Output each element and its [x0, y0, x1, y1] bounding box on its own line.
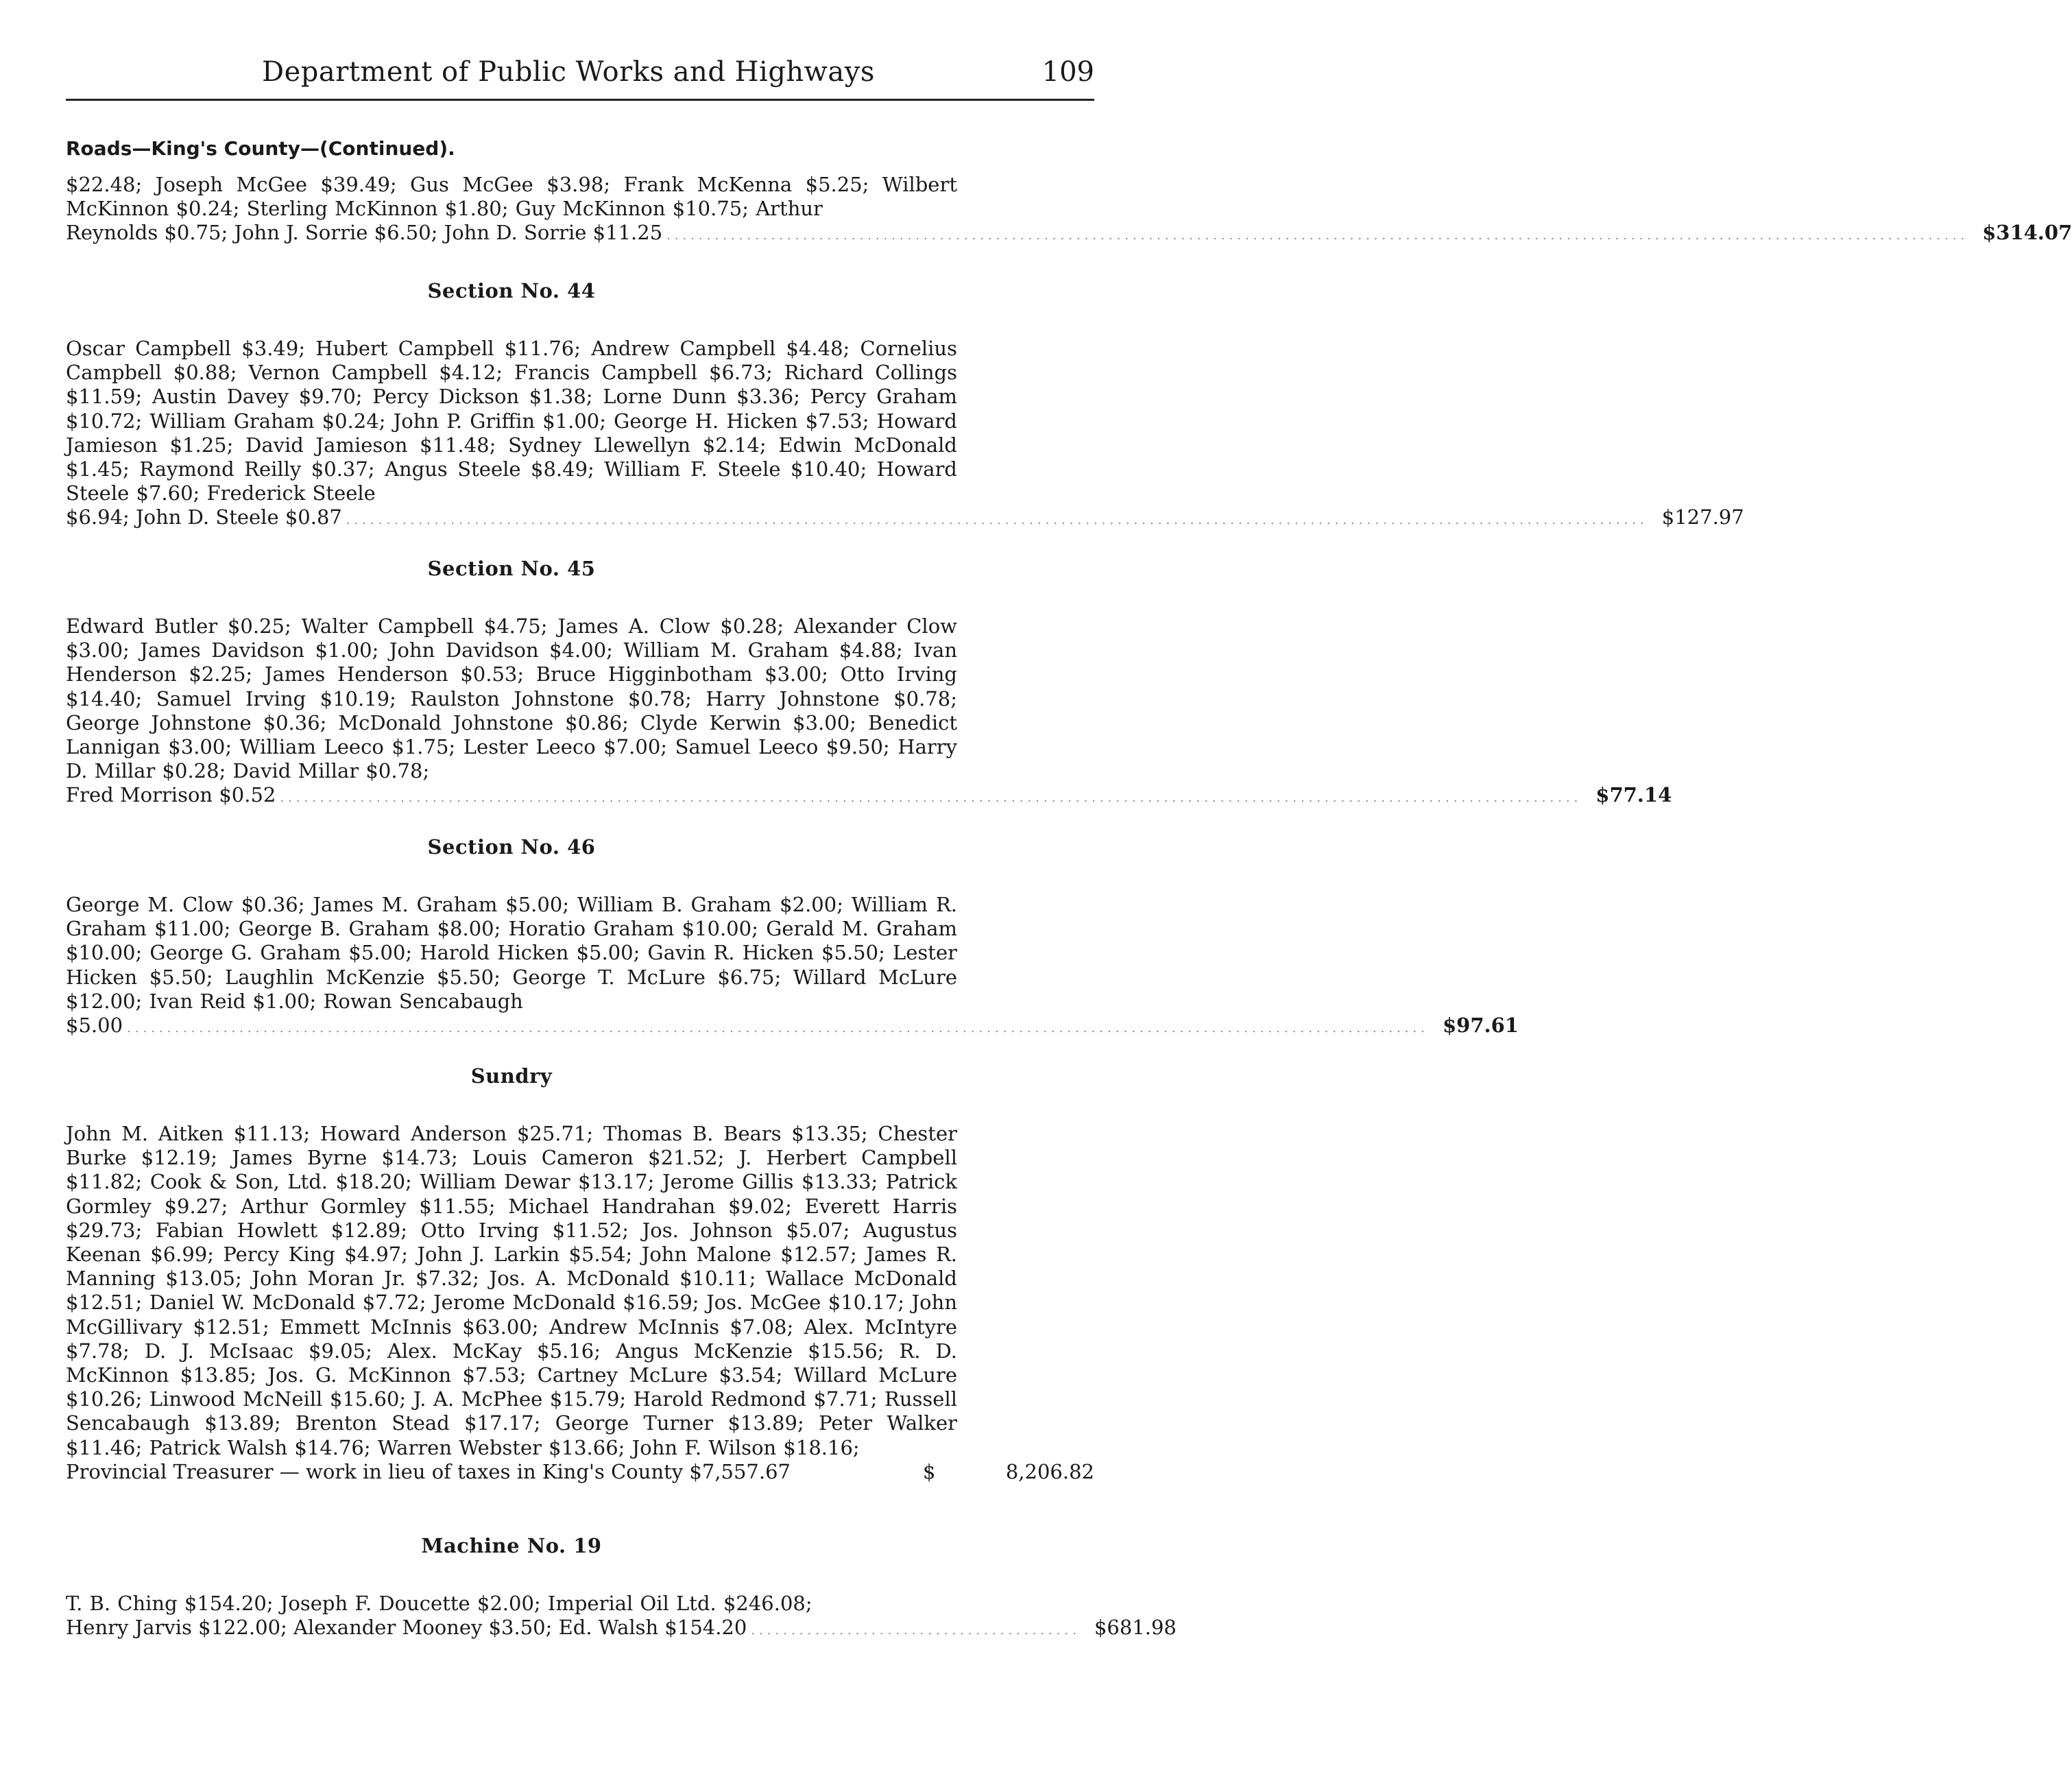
- intro-last-line: Reynolds $0.75; John J. Sorrie $6.50; John D. Sorrie $11.25: [66, 221, 663, 245]
- section-last-line: Henry Jarvis $122.00; Alexander Mooney $3.50; Ed. Walsh $154.20: [66, 1616, 747, 1640]
- section-heading: Section No. 45: [427, 557, 596, 580]
- dot-leader: ..................................................................................................................................................................: [346, 513, 1648, 528]
- page-header: [66, 56, 1094, 96]
- section-total-line: [66, 783, 1672, 810]
- section-45: [66, 557, 1672, 811]
- section-total-line: [66, 1014, 1519, 1040]
- section-total: 314.07: [1996, 221, 2072, 245]
- section-total: 97.61: [1456, 1014, 1519, 1038]
- dot-leader: ..................................................................................................................................................................: [666, 228, 1969, 243]
- document-page: [66, 56, 2072, 1640]
- section-text: George M. Clow $0.36; James M. Graham $5.00; William B. Graham $2.00; William R. Graham $11.00; George B. Graham $8.00; Horatio Graham $10.00; Gerald M. Graham $10.00; George G. Graham $5.00; Harold Hicken $5.00; Gavin R. Hicken $5.50; Lester Hicken $5.50; Laughlin McKenzie $5.50; George T. McLure $6.75; Willard McLure $12.00; Ivan Reid $1.00; Rowan Sencabaugh: [66, 893, 957, 1013]
- section-text: John M. Aitken $11.13; Howard Anderson $25.71; Thomas B. Bears $13.35; Chester Burke $12.19; James Byrne $14.73; Louis Cameron $21.52; J. Herbert Campbell $11.82; Cook & Son, Ltd. $18.20; William Dewar $13.17; Jerome Gillis $13.33; Patrick Gormley $9.27; Arthur Gormley $11.55; Michael Handrahan $9.02; Everett Harris $29.73; Fabian Howlett $12.89; Otto Irving $11.52; Jos. Johnson $5.07; Augustus Keenan $6.99; Percy King $4.97; John J. Larkin $5.54; John Malone $12.57; James R. Manning $13.05; John Moran Jr. $7.32; Jos. A. McDonald $10.11; Wallace McDonald $12.51; Daniel W. McDonald $7.72; Jerome McDonald $16.59; Jos. McGee $10.17; John McGillivary $12.51; Emmett McInnis $63.00; Andrew McInnis $7.08; Alex. McIntyre $7.78; D. J. McIsaac $9.05; Alex. McKay $5.16; Angus McKenzie $15.56; R. D. McKinnon $13.85; Jos. G. McKinnon $7.53; Cartney McLure $3.54; Willard McLure $10.26; Linwood McNeill $15.60; J. A. McPhee $15.79; Harold Redmond $7.71; Russell Sencabaugh $13.89; Brenton Stead $17.17; George Turner $13.89; Peter Walker $11.46; Patrick Walsh $14.76; Warren Webster $13.66; John F. Wilson $18.16;: [66, 1122, 957, 1459]
- currency-sign: $: [1094, 1616, 1107, 1640]
- section-text: Oscar Campbell $3.49; Hubert Campbell $11.76; Andrew Campbell $4.48; Cornelius Campbell $0.88; Vernon Campbell $4.12; Francis Campbell $6.73; Richard Collings $11.59; Austin Davey $9.70; Percy Dickson $1.38; Lorne Dunn $3.36; Percy Graham $10.72; William Graham $0.24; John P. Griffin $1.00; George H. Hicken $7.53; Howard Jamieson $1.25; David Jamieson $11.48; Sydney Llewellyn $2.14; Edwin McDonald $1.45; Raymond Reilly $0.37; Angus Steele $8.49; William F. Steele $10.40; Howard Steele $7.60; Frederick Steele: [66, 337, 957, 505]
- section-44: [66, 279, 1744, 533]
- intro-block: [66, 173, 2072, 248]
- section-sundry: [66, 1064, 1094, 1484]
- section-machine-19: [66, 1534, 1177, 1642]
- section-total: 8,206.82: [1005, 1459, 1094, 1483]
- section-total-line: [66, 505, 1744, 532]
- section-46: [66, 835, 1519, 1040]
- section-last-line: Provincial Treasurer — work in lieu of taxes in King's County $7,557.67: [66, 1459, 791, 1483]
- continued-heading: Roads—King's County—(Continued).: [66, 137, 455, 160]
- intro-total-line: [66, 221, 2072, 248]
- intro-text: $22.48; Joseph McGee $39.49; Gus McGee $3.98; Frank McKenna $5.25; Wilbert McKinnon $0.24; Sterling McKinnon $1.80; Guy McKinnon $10.75; Arthur: [66, 173, 957, 221]
- section-text: T. B. Ching $154.20; Joseph F. Doucette $2.00; Imperial Oil Ltd. $246.08;: [66, 1592, 812, 1615]
- section-total: 681.98: [1107, 1616, 1177, 1640]
- currency-sign: $: [1982, 221, 1997, 245]
- currency-sign: $: [1442, 1014, 1457, 1038]
- currency-sign: $: [1595, 783, 1610, 807]
- section-total-line: [66, 1460, 1094, 1484]
- section-text: Edward Butler $0.25; Walter Campbell $4.75; James A. Clow $0.28; Alexander Clow $3.00; James Davidson $1.00; John Davidson $4.00; William M. Graham $4.88; Ivan Henderson $2.25; James Henderson $0.53; Bruce Higginbotham $3.00; Otto Irving $14.40; Samuel Irving $10.19; Raulston Johnstone $0.78; Harry Johnstone $0.78; George Johnstone $0.36; McDonald Johnstone $0.86; Clyde Kerwin $3.00; Benedict Lannigan $3.00; William Leeco $1.75; Lester Leeco $7.00; Samuel Leeco $9.50; Harry D. Millar $0.28; David Millar $0.78;: [66, 614, 957, 783]
- section-total-line: [66, 1616, 1177, 1642]
- page-number: 109: [1041, 56, 1094, 88]
- section-total: 77.14: [1609, 783, 1672, 807]
- section-last-line: $5.00: [66, 1014, 123, 1038]
- header-rule: [66, 99, 1094, 101]
- section-heading: Section No. 46: [427, 835, 596, 859]
- section-heading: Sundry: [470, 1064, 553, 1088]
- currency-sign: $: [923, 1459, 936, 1483]
- section-total: 127.97: [1674, 505, 1744, 529]
- section-heading: Machine No. 19: [421, 1534, 602, 1557]
- dot-leader: ..................................................................................................................................................................: [127, 1021, 1429, 1036]
- dot-leader: ..................................................................................................................................................................: [280, 791, 1582, 806]
- section-last-line: Fred Morrison $0.52: [66, 783, 276, 807]
- section-heading: Section No. 44: [427, 279, 596, 302]
- page-title: Department of Public Works and Highways: [262, 56, 875, 88]
- dot-leader: .........................................: [751, 1623, 1081, 1638]
- section-last-line: $6.94; John D. Steele $0.87: [66, 505, 342, 529]
- currency-sign: $: [1661, 505, 1675, 529]
